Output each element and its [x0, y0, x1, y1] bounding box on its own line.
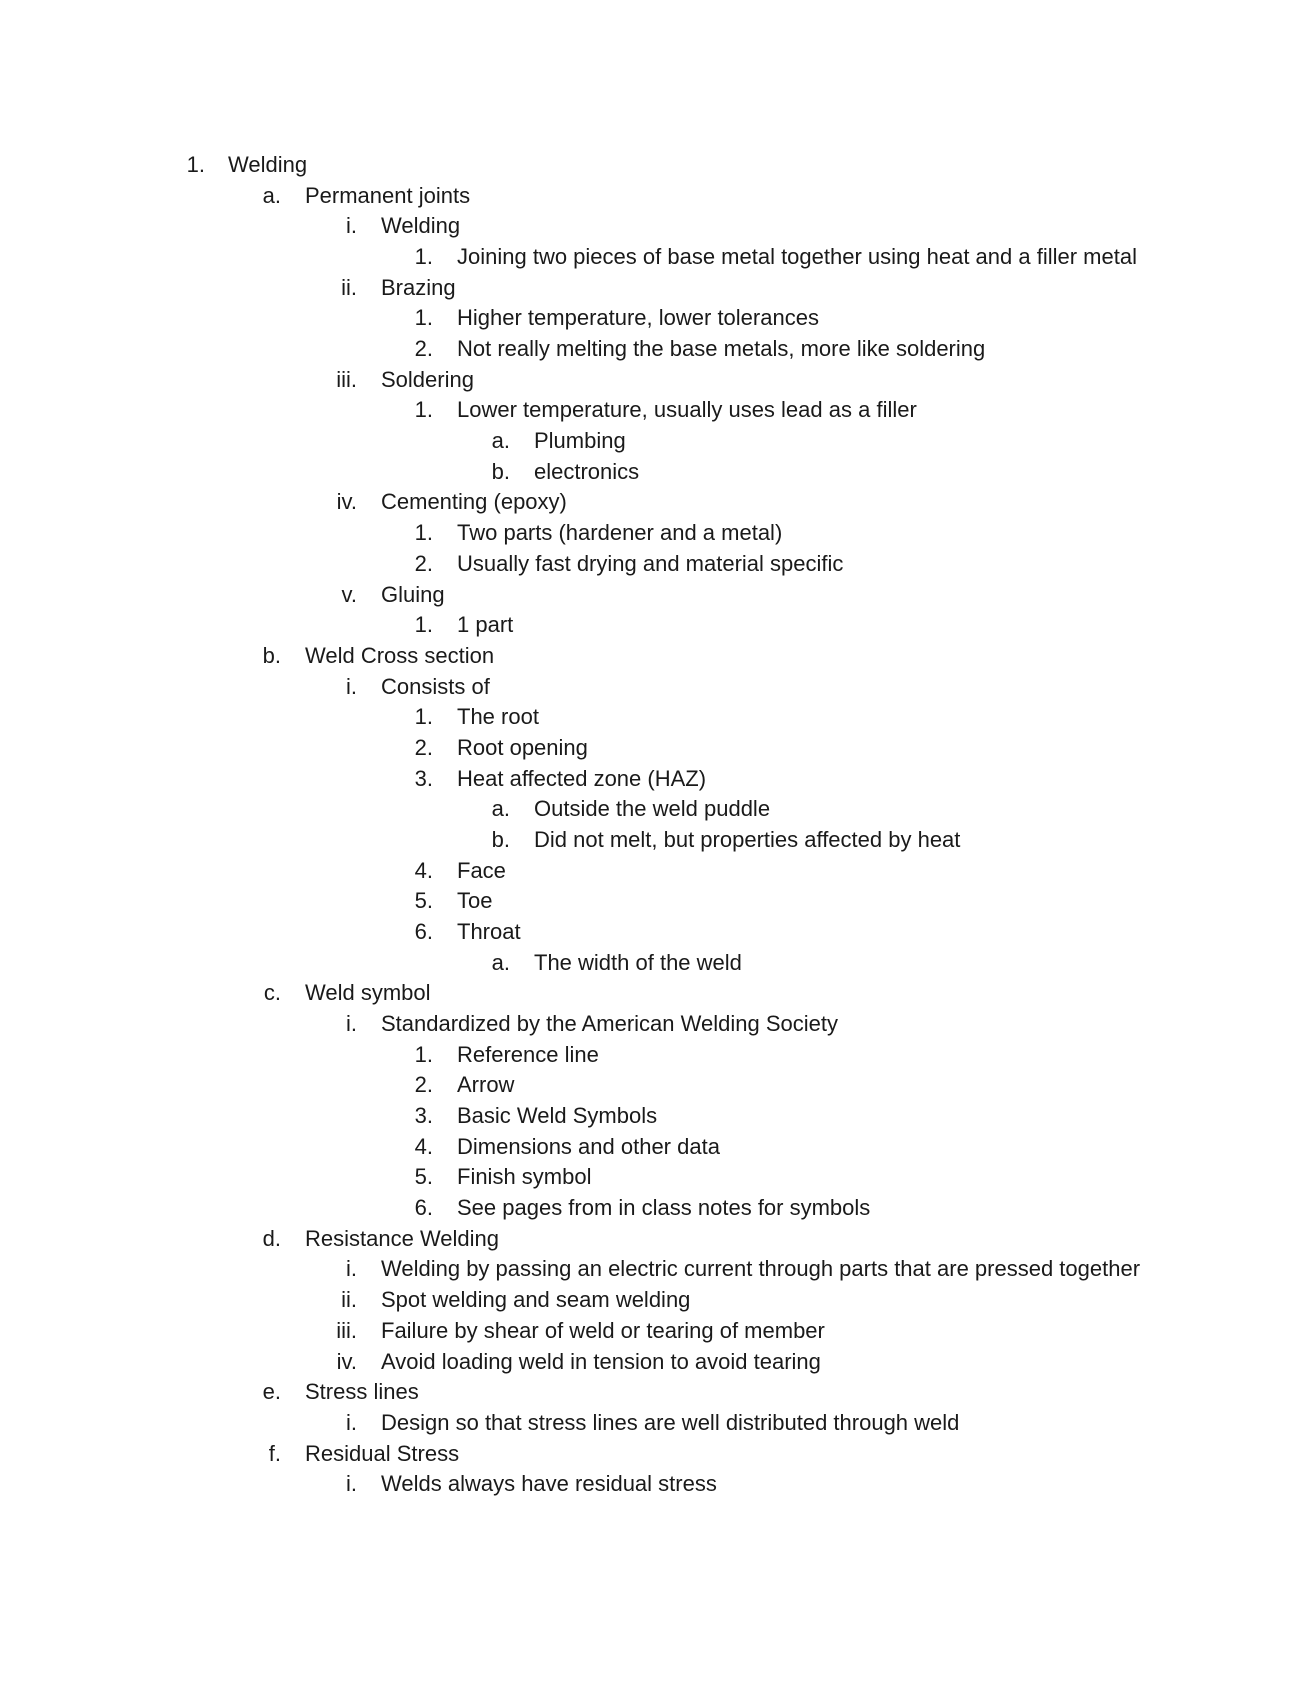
outline-item [0, 1409, 1306, 1437]
outline-item [0, 673, 1306, 701]
outline-item-text: Gluing [381, 581, 445, 607]
outline-item-text: Failure by shear of weld or tearing of member [381, 1317, 825, 1343]
outline-item [0, 212, 1306, 240]
outline-item-text: Joining two pieces of base metal together using heat and a filler metal [457, 244, 1137, 270]
outline-item-text: Basic Weld Symbols [457, 1103, 658, 1129]
outline-item-text: Two parts (hardener and a metal) [457, 520, 783, 546]
outline-item-marker: ii. [341, 274, 357, 300]
outline-item-marker: d. [262, 1225, 281, 1251]
outline-item-text: Plumbing [534, 428, 626, 454]
outline-item-text: Arrow [457, 1072, 515, 1098]
outline-item-text: Cementing (epoxy) [381, 489, 567, 515]
outline-item [0, 488, 1306, 516]
outline-item-text: The root [457, 704, 539, 730]
outline-item-text: Lower temperature, usually uses lead as a filler [457, 397, 917, 423]
outline-item [0, 274, 1306, 302]
outline-item [0, 1041, 1306, 1069]
outline-item [0, 887, 1306, 915]
outline-item-text: Soldering [381, 366, 474, 392]
outline-item-text: Outside the weld puddle [534, 796, 771, 822]
outline-item-marker: i. [346, 673, 357, 699]
outline-item-marker: 1. [414, 244, 433, 270]
outline-item-marker: 5. [414, 1164, 433, 1190]
outline-item-marker: a. [262, 182, 281, 208]
outline-item [0, 1010, 1306, 1038]
outline-item-marker: 1. [414, 704, 433, 730]
outline-item-marker: i. [346, 213, 357, 239]
outline-item-text: Higher temperature, lower tolerances [457, 305, 819, 331]
outline-item-marker: i. [346, 1471, 357, 1497]
outline-item [0, 1378, 1306, 1406]
outline-item-marker: 1. [414, 397, 433, 423]
outline-item-marker: 6. [414, 1195, 433, 1221]
outline-item-marker: c. [263, 980, 281, 1006]
outline-item-text: Heat affected zone (HAZ) [457, 765, 707, 791]
outline-item [0, 1225, 1306, 1253]
outline-item [0, 611, 1306, 639]
outline-item-text: Spot welding and seam welding [381, 1287, 691, 1313]
outline-item-marker: a. [491, 428, 510, 454]
outline-item [0, 304, 1306, 332]
outline-item-text: Brazing [381, 274, 456, 300]
outline-item-marker: v. [341, 581, 357, 607]
outline-item-marker: b. [262, 642, 281, 668]
outline-item [0, 1102, 1306, 1130]
outline-item-text: Face [457, 857, 506, 883]
outline-item-text: Resistance Welding [305, 1225, 500, 1251]
outline-item-marker: 3. [414, 1103, 433, 1129]
outline-item-marker: i. [346, 1256, 357, 1282]
outline-item [0, 151, 1306, 179]
outline-item [0, 396, 1306, 424]
outline-item-text: Welding [228, 152, 308, 177]
outline-item [0, 765, 1306, 793]
outline-item-marker: 1. [186, 152, 205, 177]
outline-item-marker: i. [346, 1409, 357, 1435]
outline-item [0, 979, 1306, 1007]
outline-item [0, 1071, 1306, 1099]
outline-item [0, 857, 1306, 885]
outline-item [0, 427, 1306, 455]
outline-item-marker: 6. [414, 919, 433, 944]
outline-item-marker: 2. [414, 734, 433, 760]
outline-item-marker: 4. [414, 1133, 433, 1159]
outline-item-text: Throat [457, 919, 521, 944]
outline-item-text: Finish symbol [457, 1164, 592, 1190]
outline-item-marker: i. [346, 1011, 357, 1037]
outline-item [0, 1317, 1306, 1345]
outline-item [0, 1348, 1306, 1376]
outline-item-marker: b. [491, 458, 510, 484]
outline-item-marker: 2. [414, 550, 433, 576]
outline-item-text: Did not melt, but properties affected by heat [534, 826, 961, 852]
outline-item-text: electronics [534, 458, 640, 484]
outline-item-text: Stress lines [305, 1379, 419, 1405]
outline-item-marker: 1. [414, 612, 433, 638]
outline-item-text: The width of the weld [534, 949, 742, 975]
outline-item [0, 703, 1306, 731]
outline-item-text: Welding [381, 213, 461, 239]
outline-item-marker: 1. [414, 1041, 433, 1067]
outline-item [0, 458, 1306, 486]
outline-item [0, 1286, 1306, 1314]
outline-item [0, 1470, 1306, 1498]
outline-item-text: Toe [457, 888, 493, 914]
outline-item [0, 1255, 1306, 1283]
outline-item-marker: 2. [414, 336, 433, 362]
outline-item [0, 550, 1306, 578]
outline-item [0, 1133, 1306, 1161]
outline-item-text: Dimensions and other data [457, 1133, 720, 1159]
outline-item [0, 182, 1306, 210]
outline-item-marker: b. [491, 826, 510, 852]
outline-item-text: Not really melting the base metals, more like soldering [457, 336, 986, 362]
outline-item [0, 642, 1306, 670]
outline-item-text: Consists of [381, 673, 490, 699]
outline-item-text: Usually fast drying and material specific [457, 550, 844, 576]
outline-item-marker: 4. [414, 857, 433, 883]
outline-item [0, 949, 1306, 977]
outline-item [0, 795, 1306, 823]
outline-item-marker: f. [268, 1440, 281, 1466]
outline-item-text: Welds always have residual stress [381, 1471, 717, 1497]
outline-item-marker: 5. [414, 888, 433, 914]
outline-item-text: See pages from in class notes for symbols [457, 1195, 871, 1221]
outline-item-text: Residual Stress [305, 1440, 460, 1466]
outline-item [0, 335, 1306, 363]
outline-item [0, 826, 1306, 854]
outline-item-marker: 2. [414, 1072, 433, 1098]
outline-item-text: Design so that stress lines are well distributed through weld [381, 1409, 960, 1435]
outline-item-marker: 3. [414, 765, 433, 791]
outline-item-text: Avoid loading weld in tension to avoid tearing [381, 1348, 821, 1374]
outline-item-marker: 1. [414, 305, 433, 331]
outline-item [0, 918, 1306, 946]
outline-item-text: Weld Cross section [305, 642, 495, 668]
outline-item-marker: e. [262, 1379, 281, 1405]
outline-item-text: 1 part [457, 612, 514, 638]
outline-item-text: Standardized by the American Welding Society [381, 1011, 838, 1037]
outline-item [0, 243, 1306, 271]
outline-item-marker: iv. [336, 1348, 357, 1374]
outline-item-marker: 1. [414, 520, 433, 546]
outline-item-marker: ii. [341, 1287, 357, 1313]
outline-item-marker: iii. [336, 366, 357, 392]
outline-item [0, 1163, 1306, 1191]
outline-item-text: Welding by passing an electric current through parts that are pressed together [381, 1256, 1141, 1282]
outline-item [0, 1440, 1306, 1468]
outline-item-marker: a. [491, 949, 510, 975]
outline-item-text: Weld symbol [305, 980, 431, 1006]
outline-item [0, 366, 1306, 394]
outline-item [0, 734, 1306, 762]
outline-item [0, 1194, 1306, 1222]
outline-item-text: Reference line [457, 1041, 599, 1067]
outline-item-marker: a. [491, 796, 510, 822]
outline-item [0, 519, 1306, 547]
outline-item-text: Root opening [457, 734, 588, 760]
outline-item-text: Permanent joints [305, 182, 471, 208]
outline-item [0, 581, 1306, 609]
outline-item-marker: iv. [336, 489, 357, 515]
outline-item-marker: iii. [336, 1317, 357, 1343]
